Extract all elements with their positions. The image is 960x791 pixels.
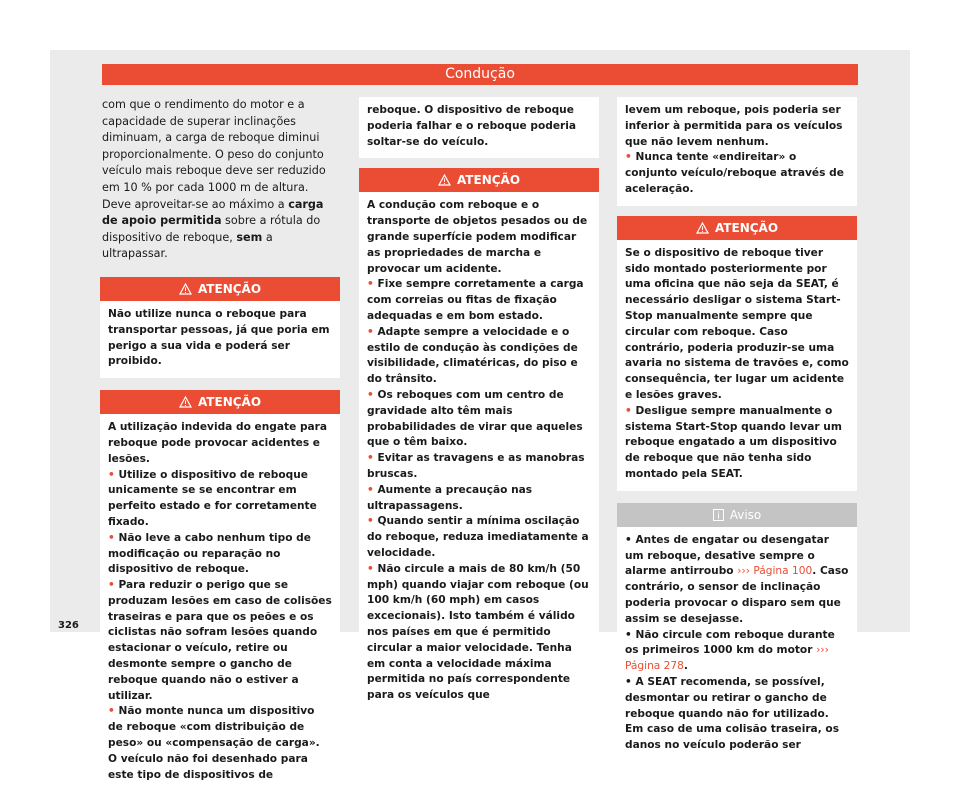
column-2 <box>361 97 597 712</box>
list-item-text: Adapte sempre a velocidade e o estilo de condução às condições de visibilidade, climatéricas, do piso e do trânsito. <box>367 325 578 386</box>
list-item-text: . Caso contrário, o sensor de inclinação poderia provocar o disparo sem que assim se desejasse. <box>625 565 849 625</box>
warning-box <box>359 168 599 712</box>
warning-title: ATENÇÃO <box>197 281 262 296</box>
list-item-text: Não monte nunca um dispositivo de reboque «com distribuição de peso» ou «compensação de carga». O veículo não foi desenhado para este tipo de dispositivos de <box>108 705 320 781</box>
warning-body <box>100 414 340 791</box>
continued-box <box>359 97 599 158</box>
warning-triangle-icon <box>179 396 192 408</box>
bullet-icon: • <box>108 579 119 592</box>
page-reference-link[interactable]: ››› Página 278 <box>625 644 829 673</box>
list-item: • A SEAT recomenda, se possível, desmontar ou retirar o gancho de reboque quando não for utilizado. Em caso de uma colisão traseira, os danos no veículo poderão ser <box>625 675 840 752</box>
bullet-icon: • <box>367 562 378 575</box>
bullet-icon: • <box>367 452 378 465</box>
list-item <box>108 704 332 783</box>
note-header <box>617 503 857 527</box>
intro-bold-term: sem <box>236 230 263 244</box>
intro-paragraph <box>102 97 338 263</box>
bullet-icon: • <box>625 404 636 417</box>
list-item <box>108 531 332 578</box>
list-item: • Antes de engatar ou desengatar um reboque, desative sempre o alarme antirroubo ››› Página 100. Caso contrário, o sensor de inclinação poderia provocar o disparo sem que assim se desejasse. <box>625 533 849 625</box>
warning-text: A utilização indevida do engate para reboque pode provocar acidentes e lesões. <box>108 421 328 465</box>
list-item <box>625 150 849 197</box>
intro-bold-term: carga de apoio permitida <box>102 197 324 228</box>
intro-text: sobre a rótula do dispositivo de reboque, <box>102 214 321 244</box>
continued-text: reboque. O dispositivo de reboque poderia falhar e o reboque poderia soltar-se do veículo. <box>367 104 577 148</box>
continued-text: levem um reboque, pois poderia ser inferior à permitida para os veículos que não levem nenhum. <box>625 104 843 148</box>
warning-title: ATENÇÃO <box>197 395 262 410</box>
warning-title: ATENÇÃO <box>456 173 521 188</box>
list-item-text: A SEAT recomenda, se possível, desmontar ou retirar o gancho de reboque quando não for utilizado. Em caso de uma colisão traseira, os danos no veículo poderão ser <box>625 675 840 752</box>
intro-text: com que o rendimento do motor e a capacidade de superar inclinações diminuam, a carga de reboque diminui proporcionalmente. O peso do conjunto veículo mais reboque deve ser reduzido em 10 % por cada 1000 m de altura. Deve aproveitar-se ao máximo a <box>102 98 326 211</box>
list-item <box>367 388 591 451</box>
note-body <box>617 527 857 762</box>
list-item-text: Antes de engatar ou desengatar um reboque, desative sempre o alarme antirroubo <box>625 533 829 578</box>
bullet-icon: • <box>367 278 378 291</box>
warning-body <box>617 240 857 491</box>
warning-triangle-icon <box>438 174 451 186</box>
bullet-icon: • <box>367 515 378 528</box>
continued-box <box>617 97 857 206</box>
warning-title: ATENÇÃO <box>714 220 779 235</box>
warning-box <box>100 390 340 791</box>
warning-body <box>359 192 599 712</box>
list-item-text: Não circule a mais de 80 km/h (50 mph) quando viajar com reboque (ou 100 km/h (60 mph) em casos excecionais). Isto também é válido nos países em que é permitido circular a maior velocidade. Tenha em conta a velocidade máxima permitida no país correspondente para os veículos que <box>367 562 589 702</box>
page-number: 326 <box>58 620 79 631</box>
note-title: Aviso <box>729 507 762 522</box>
list-item-text: Nunca tente «endireitar» o conjunto veículo/reboque através de aceleração. <box>625 151 844 195</box>
list-item-text: Aumente a precaução nas ultrapassagens. <box>367 483 533 512</box>
continued-body <box>617 97 857 206</box>
warning-header <box>617 216 857 240</box>
column-3 <box>619 97 855 762</box>
warning-triangle-icon <box>179 283 192 295</box>
list-item-text: Desligue sempre manualmente o sistema Start-Stop quando levar um reboque engatado a um dispositivo de reboque que não tenha sido montado pela SEAT. <box>625 404 842 480</box>
info-icon <box>713 509 724 521</box>
list-item-text: Não circule com reboque durante os primeiros 1000 km do motor <box>625 628 835 657</box>
list-item <box>367 451 591 483</box>
bullet-icon: • <box>108 468 119 481</box>
warning-header <box>100 277 340 301</box>
list-item <box>625 404 849 483</box>
list-item-text: Utilize o dispositivo de reboque unicamente se se encontrar em perfeito estado e for corretamente fixado. <box>108 468 317 528</box>
bullet-icon: • <box>108 531 119 544</box>
list-item: • Não circule com reboque durante os primeiros 1000 km do motor ››› Página 278. <box>625 628 835 673</box>
page-reference-link[interactable]: ››› Página 100 <box>737 565 813 578</box>
note-box <box>617 503 857 762</box>
list-item-text: Fixe sempre corretamente a carga com correias ou fitas de fixação adequadas e em bom estado. <box>367 278 584 322</box>
warning-body <box>100 301 340 378</box>
warning-text: Se o dispositivo de reboque tiver sido montado posteriormente por uma oficina que não seja da SEAT, é necessário desligar o sistema Start-Stop manualmente sempre que circular com reboque. Caso contrário, poderia produzir-se uma avaria no sistema de travões e, como consequência, ter lugar um acidente e lesões graves. <box>625 246 849 401</box>
warning-box <box>617 216 857 491</box>
list-item <box>367 562 591 704</box>
list-item-text: Não leve a cabo nenhum tipo de modificação ou reparação no dispositivo de reboque. <box>108 531 311 576</box>
list-item-text: Evitar as travagens e as manobras bruscas. <box>367 452 585 480</box>
warning-header <box>359 168 599 192</box>
list-item-text: . <box>683 660 688 673</box>
section-header: Condução <box>102 64 858 85</box>
list-item-text: Quando sentir a mínima oscilação do reboque, reduza imediatamente a velocidade. <box>367 515 589 559</box>
list-item <box>367 514 591 561</box>
intro-text: a ultrapassar. <box>102 230 273 261</box>
list-item <box>367 325 591 388</box>
list-item-text: Para reduzir o perigo que se produzam lesões em caso de colisões traseiras e para que os peões e os ciclistas não sofram lesões quando estacionar o veículo, retire ou desmonte sempre o gancho de reboque quando não o estiver a utilizar. <box>108 579 332 702</box>
bullet-icon: • <box>367 325 378 338</box>
list-item <box>108 468 332 531</box>
warning-triangle-icon <box>696 222 709 234</box>
list-item <box>108 578 332 704</box>
list-item-text: Os reboques com um centro de gravidade alto têm mais probabilidades de virar que aqueles que o têm baixo. <box>367 388 583 449</box>
bullet-icon: • <box>367 483 378 496</box>
continued-body <box>359 97 599 158</box>
bullet-icon: • <box>367 388 378 401</box>
list-item <box>367 277 591 324</box>
warning-text: Não utilize nunca o reboque para transportar pessoas, já que poria em perigo a sua vida e poderá ser proibido. <box>108 307 330 368</box>
bullet-icon: • <box>625 151 636 164</box>
bullet-icon: • <box>108 705 119 718</box>
column-1 <box>102 97 338 791</box>
warning-text: A condução com reboque e o transporte de objetos pesados ou de grande superfície podem modificar as propriedades de marcha e provocar um acidente. <box>367 199 588 275</box>
warning-header <box>100 390 340 414</box>
warning-box <box>100 277 340 378</box>
list-item <box>367 483 591 515</box>
